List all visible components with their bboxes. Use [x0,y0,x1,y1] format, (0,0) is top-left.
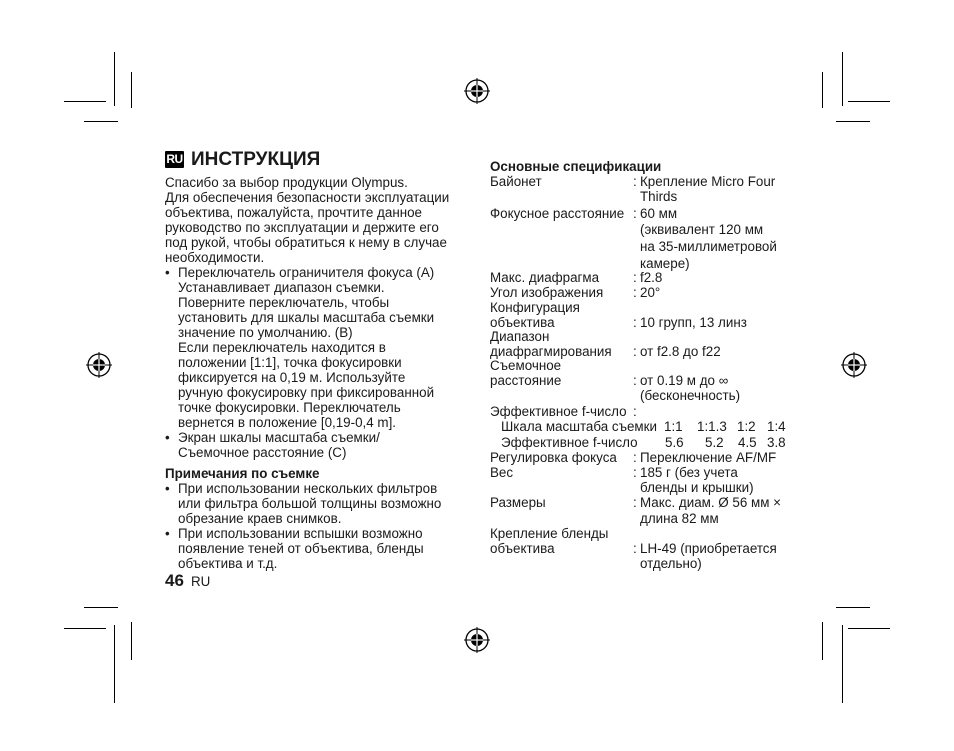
crop-mark [842,625,843,703]
bullet-line: Экран шкалы масштаба съемки/ [178,430,380,445]
bullet-line: ручную фокусировку при фиксированной [178,385,435,400]
language-badge: RU [166,152,183,166]
spec-value: Thirds [640,189,678,204]
registration-mark-icon [86,352,112,378]
crop-mark [84,121,118,122]
fnumber-cell: 1:1.3 [697,419,727,434]
bullet-line: Переключатель ограничителя фокуса (A) [178,265,435,280]
crop-mark [842,52,843,106]
bullet-line: фиксируется на 0,19 м. Используйте [178,370,406,385]
crop-mark [836,607,870,608]
intro-line: объектива, пожалуйста, прочтите данное [165,205,423,220]
crop-mark [822,622,823,660]
spec-colon: : [633,315,637,330]
spec-label: диафрагмирования [490,344,612,359]
fnumber-row-label: Шкала масштаба съемки [501,419,657,434]
note-line: появление теней от объектива, бленды [178,541,424,556]
page-number: 46 [165,571,184,590]
note-line: При использовании нескольких фильтров [178,481,438,496]
spec-colon: : [633,495,637,510]
spec-label: Конфигурация [490,300,580,315]
spec-label: Регулировка фокуса [490,450,617,465]
registration-mark-icon [841,352,867,378]
spec-colon: : [633,344,637,359]
notes-heading: Примечания по съемке [165,466,320,481]
note-line: При использовании вспышки возможно [178,526,423,541]
spec-value: 20° [640,285,661,300]
registration-mark-icon [464,78,490,104]
spec-value: от 0.19 м до ∞ [640,373,729,388]
spec-colon: : [633,541,637,556]
spec-value: отдельно) [640,556,702,571]
bullet-line: Поверните переключатель, чтобы [178,295,390,310]
spec-colon: : [633,270,637,285]
spec-value: 60 мм [640,206,678,221]
spec-value: (эквивалент 120 мм [640,222,764,237]
spec-colon: : [633,404,637,419]
spec-colon: : [633,465,637,480]
crop-mark [84,607,118,608]
bullet-marker: • [165,526,170,541]
fnumber-cell: 5.6 [665,435,684,450]
spec-colon: : [633,450,637,465]
specs-heading: Основные спецификации [490,159,662,174]
spec-value: Переключение AF/MF [640,450,777,465]
spec-label: Вес [490,465,514,480]
intro-line: под рукой, чтобы обратиться к нему в случае [165,235,447,250]
bullet-line: Съемочное расстояние (C) [178,445,347,460]
spec-label: объектива [490,541,555,556]
spec-label: объектива [490,315,555,330]
fnumber-cell: 5.2 [705,435,724,450]
crop-mark [848,628,890,629]
spec-colon: : [633,373,637,388]
spec-value: 185 г (без учета [640,465,738,480]
spec-label: расстояние [490,373,562,388]
spec-label: Эффективное f-число [490,404,627,419]
crop-mark [836,121,870,122]
crop-mark [64,628,106,629]
page-title: ИНСТРУКЦИЯ [191,149,321,170]
spec-label: Макс. диафрагма [490,270,600,285]
crop-mark [822,72,823,108]
page-language: RU [191,574,211,589]
bullet-line: вернется в положение [0,19-0,4 m]. [178,415,397,430]
registration-mark-icon [464,627,490,653]
spec-label: Угол изображения [490,285,604,300]
intro-line: Для обеспечения безопасности эксплуатации [165,190,450,205]
spec-label: Съемочное [490,358,562,373]
spec-value: от f2.8 до f22 [640,344,721,359]
intro-line: Спасибо за выбор продукции Olympus. [165,175,408,190]
spec-label: Крепление бленды [490,526,609,541]
spec-colon: : [633,285,637,300]
fnumber-cell: 4.5 [738,435,757,450]
crop-mark [848,101,890,102]
intro-line: руководство по эксплуатации и держите его [165,220,439,235]
crop-mark [131,72,132,108]
crop-mark [64,101,106,102]
spec-label: Фокусное расстояние [490,206,625,221]
spec-colon: : [633,206,637,221]
spec-value: бленды и крышки) [640,480,754,495]
spec-value: Макс. диам. Ø 56 мм × [640,495,781,510]
spec-label: Диапазон [490,329,550,344]
note-line: или фильтра большой толщины возможно [178,496,442,511]
spec-value: 10 групп, 13 линз [640,315,747,330]
bullet-line: точке фокусировки. Переключатель [178,400,401,415]
bullet-line: установить для шкалы масштаба съемки [178,310,435,325]
note-line: обрезание краев снимков. [178,511,342,526]
fnumber-cell: 1:4 [767,419,786,434]
bullet-marker: • [165,265,170,280]
spec-colon: : [633,174,637,189]
bullet-line: Устанавливает диапазон съемки. [178,280,385,295]
fnumber-cell: 3.8 [767,435,786,450]
spec-value: Крепление Micro Four [640,174,776,189]
bullet-marker: • [165,430,170,445]
crop-mark [114,625,115,703]
spec-value: f2.8 [640,270,663,285]
fnumber-row-label: Эффективное f-число [501,435,638,450]
fnumber-cell: 1:2 [737,419,756,434]
crop-mark [131,622,132,660]
spec-label: Байонет [490,174,542,189]
spec-label: Размеры [490,495,546,510]
bullet-marker: • [165,481,170,496]
spec-value: длина 82 мм [640,511,719,526]
note-line: объектива и т.д. [178,556,278,571]
spec-value: LH-49 (приобретается [640,541,777,556]
bullet-line: значение по умолчанию. (B) [178,325,353,340]
spec-value: (бесконечность) [640,388,741,403]
crop-mark [114,52,115,106]
bullet-line: положении [1:1], точка фокусировки [178,355,402,370]
intro-line: необходимости. [165,250,265,265]
fnumber-cell: 1:1 [664,419,683,434]
bullet-line: Если переключатель находится в [178,340,386,355]
spec-value: камере) [640,256,690,271]
spec-value: на 35-миллиметровой [640,239,777,254]
